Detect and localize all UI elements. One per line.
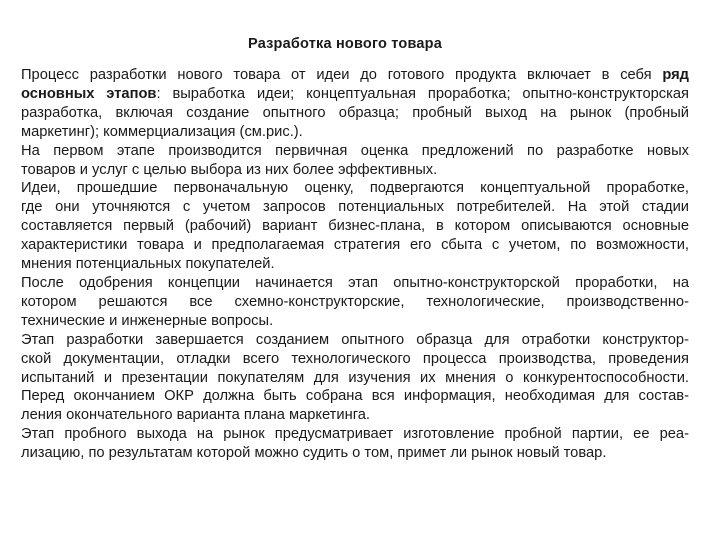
text-run: Процесс разработки нового товара от идеи до готового продукта включает в себя [21, 67, 663, 83]
text-line: ской документации, отладки всего технологического процесса производства, проведения [21, 350, 689, 367]
body-text [21, 66, 689, 463]
text-line [21, 66, 689, 85]
text-line: разработка, включая создание опытного образца; пробный выход на рынок (пробный [21, 104, 689, 121]
text-line: После одобрения концепции начинается этап опытно-конструкторской проработки, на [21, 274, 689, 291]
text-line [21, 85, 689, 104]
bold-text-run: ряд [662, 67, 689, 83]
text-line: составляется первый (рабочий) вариант бизнес-плана, в котором описываются основные [21, 218, 689, 235]
text-line: Перед окончанием ОКР должна быть собрана вся информация, необходимая для состав- [21, 388, 689, 405]
text-line: характеристики товара и предполагаемая стратегия его сбыта с учетом, по возможности, [21, 237, 689, 254]
text-line: где они уточняются с учетом запросов потенциальных потребителей. На этой стадии [21, 199, 689, 216]
text-line: Идеи, прошедшие первоначальную оценку, подвергаются концептуальной проработке, [21, 180, 689, 197]
page-title: Разработка нового товара [248, 36, 442, 52]
text-line: На первом этапе производится первичная оценка предложений по разработке новых [21, 142, 689, 159]
text-line: технические и инженерные вопросы. [21, 312, 274, 329]
text-line: Этап разработки завершается созданием опытного образца для отработки конструктор- [21, 331, 689, 348]
text-line: ления окончательного варианта плана маркетинга. [21, 407, 371, 424]
bold-text-run: основных этапов [21, 85, 157, 102]
text-line: Этап пробного выхода на рынок предусматривает изготовление пробной партии, ее реа- [21, 426, 689, 443]
text-line: испытаний и презентации покупателям для изучения их мнения о конкурентоспособности. [21, 369, 689, 386]
text-line: товаров и услуг с целью выбора из них более эффективных. [21, 161, 438, 178]
text-line: мнения потенциальных покупателей. [21, 256, 275, 273]
text-line: маркетинг); коммерциализация (см.рис.). [21, 123, 303, 140]
text-line: лизацию, по результатам которой можно судить о том, примет ли рынок новый товар. [21, 445, 607, 462]
text-line: котором решаются все схемно-конструкторские, технологические, производственно- [21, 293, 689, 310]
text-run: : выработка идеи; концептуальная проработка; опытно-конструкторская [156, 85, 689, 102]
